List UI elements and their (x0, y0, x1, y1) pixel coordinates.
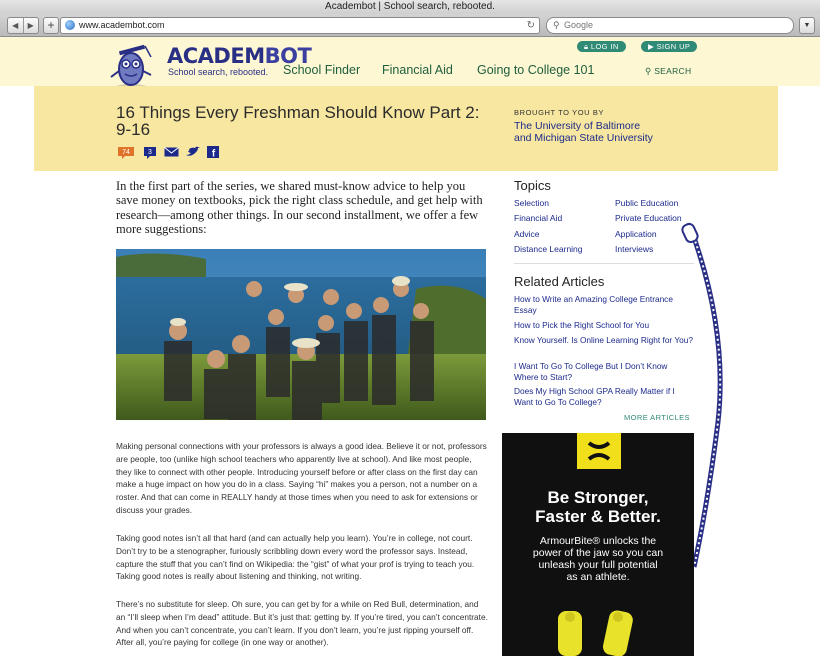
sponsor-line-2: and Michigan State University (514, 132, 653, 144)
new-tab-button[interactable]: + (43, 17, 59, 34)
topic-link[interactable]: Application (615, 229, 657, 239)
article-paragraph-3: There’s no substitute for sleep. Oh sure, you can get by for a while on Red Bull, determination, and an “I’ll sleep when I’m dead” attitude. But it’s just that: getting by. If you’re tired, you can’t concentrate. And when you can’t concentrate, you can’t learn. If you don’t learn, you’re just ripping yourself off. After all, you’re paying for college (in one way or another). (116, 599, 488, 648)
article-title: 16 Things Every Freshman Should Know Part 2: 9-16 (116, 103, 480, 139)
article-paragraph-1: Making personal connections with your professors is always a good idea. Believe it or not, professors are people, too (unlike high school teachers who apparently live at school). And like most people, they like to connect with other people. Introducing yourself before or after class on the first day can make a huge impact on how you do in a class. Saying “hi” makes you a person, not a number on a roster. And that can come in REALLY handy at those times when you need to ask for extensions or discuss your grades. (116, 441, 487, 515)
nav-buttons (7, 17, 39, 34)
related-article-link[interactable]: Does My High School GPA Really Matter if I Want to Go To College? (514, 386, 675, 407)
like-count-icon[interactable] (117, 146, 135, 159)
comment-count: 3 (148, 149, 152, 156)
topic-link[interactable]: Interviews (615, 244, 654, 254)
login-label: LOG IN (590, 42, 619, 51)
address-bar[interactable] (60, 17, 540, 34)
browser-search-input[interactable] (564, 19, 784, 31)
url-text: www.academbot.com (79, 20, 165, 30)
mouthguard-product-icon (552, 603, 642, 656)
facebook-icon[interactable] (207, 146, 219, 158)
page-menu-icon[interactable]: ▼ (799, 17, 815, 34)
nav-going-to-college[interactable]: Going to College 101 (477, 63, 595, 77)
advertisement[interactable] (502, 433, 694, 656)
nav-school-finder[interactable]: School Finder (283, 63, 361, 77)
sponsor-link[interactable] (514, 120, 653, 144)
reload-icon[interactable]: ↻ (526, 20, 535, 31)
search-icon: ⚲ (553, 20, 560, 30)
related-article-link[interactable]: How to Write an Amazing College Entrance Essay (514, 294, 673, 315)
forward-icon[interactable]: ▶ (27, 21, 34, 30)
ad-headline-line-2: Faster & Better. (535, 507, 661, 526)
logo-part1: ACADEM (167, 44, 265, 68)
related-article-link[interactable]: How to Pick the Right School for You (514, 320, 650, 330)
ad-body-line-4: as an athlete. (566, 571, 630, 583)
back-icon[interactable]: ◀ (8, 18, 24, 33)
ad-body-line-2: power of the jaw so you can (532, 547, 664, 559)
ad-body (502, 535, 694, 583)
browser-toolbar (0, 14, 820, 37)
search-icon: ⚲ (645, 66, 655, 76)
topic-link[interactable]: Distance Learning (514, 244, 583, 254)
globe-icon (65, 20, 75, 30)
like-count: 74 (122, 149, 130, 156)
brand-logo-icon (577, 433, 621, 469)
article-paragraph-2: Taking good notes isn’t all that hard (and can actually help you learn). You’re in college, not court. Don’t try to be a stenographer, furiously scribbling down every word the professor says. Instead, capture the stuff that you can’t find on Wikipedia: the “gist” of what your prof is trying to teach you. Taking good notes is really about listening and thinking, not writing. (116, 533, 475, 582)
topic-link[interactable]: Public Education (615, 198, 679, 208)
arrow-right-icon: ▶ (648, 42, 657, 51)
logo-part2: BOT (264, 44, 312, 68)
article-photo (116, 249, 486, 420)
site-tagline: School search, rebooted. (168, 67, 269, 77)
site-search-label: SEARCH (654, 66, 692, 76)
sponsor-line-1: The University of Baltimore (514, 120, 641, 132)
brought-to-you-label: BROUGHT TO YOU BY (514, 108, 605, 117)
login-button[interactable] (577, 41, 626, 52)
related-article-link[interactable]: I Want To Go To College But I Don’t Know Where to Start? (514, 361, 668, 382)
topics-heading: Topics (514, 178, 551, 193)
twitter-icon[interactable] (185, 146, 200, 158)
article-intro: In the first part of the series, we shared must-know advice to help you save money on textbooks, pick the right class schedule, and get help with research—among other things. In our second installment, we offer a few more suggestions: (116, 179, 483, 237)
browser-search-box (546, 17, 794, 34)
topic-link[interactable]: Private Education (615, 213, 682, 223)
ad-body-line-3: unleash your full potential (538, 559, 658, 571)
robot-mascot-icon[interactable] (105, 43, 167, 91)
more-articles-link[interactable]: MORE ARTICLES (624, 413, 690, 422)
email-icon[interactable] (164, 146, 179, 158)
svg-text:f: f (211, 148, 216, 158)
site-search-link[interactable] (645, 66, 691, 77)
ad-headline-line-1: Be Stronger, (547, 488, 649, 507)
comment-count-icon[interactable] (143, 146, 157, 159)
topic-link[interactable]: Selection (514, 198, 549, 208)
related-article-link[interactable]: Know Yourself. Is Online Learning Right for You? (514, 335, 693, 345)
signup-button[interactable] (641, 41, 697, 52)
ad-body-line-1: ArmourBite® unlocks the (539, 535, 657, 547)
window-title: Academbot | School search, rebooted. (0, 0, 820, 14)
nav-financial-aid[interactable]: Financial Aid (382, 63, 453, 77)
topic-link[interactable]: Advice (514, 229, 540, 239)
lock-icon: 🔒︎ (584, 42, 591, 51)
related-articles-heading: Related Articles (514, 274, 605, 289)
signup-label: SIGN UP (656, 42, 691, 51)
topic-link[interactable]: Financial Aid (514, 213, 563, 223)
ad-headline (502, 488, 694, 526)
